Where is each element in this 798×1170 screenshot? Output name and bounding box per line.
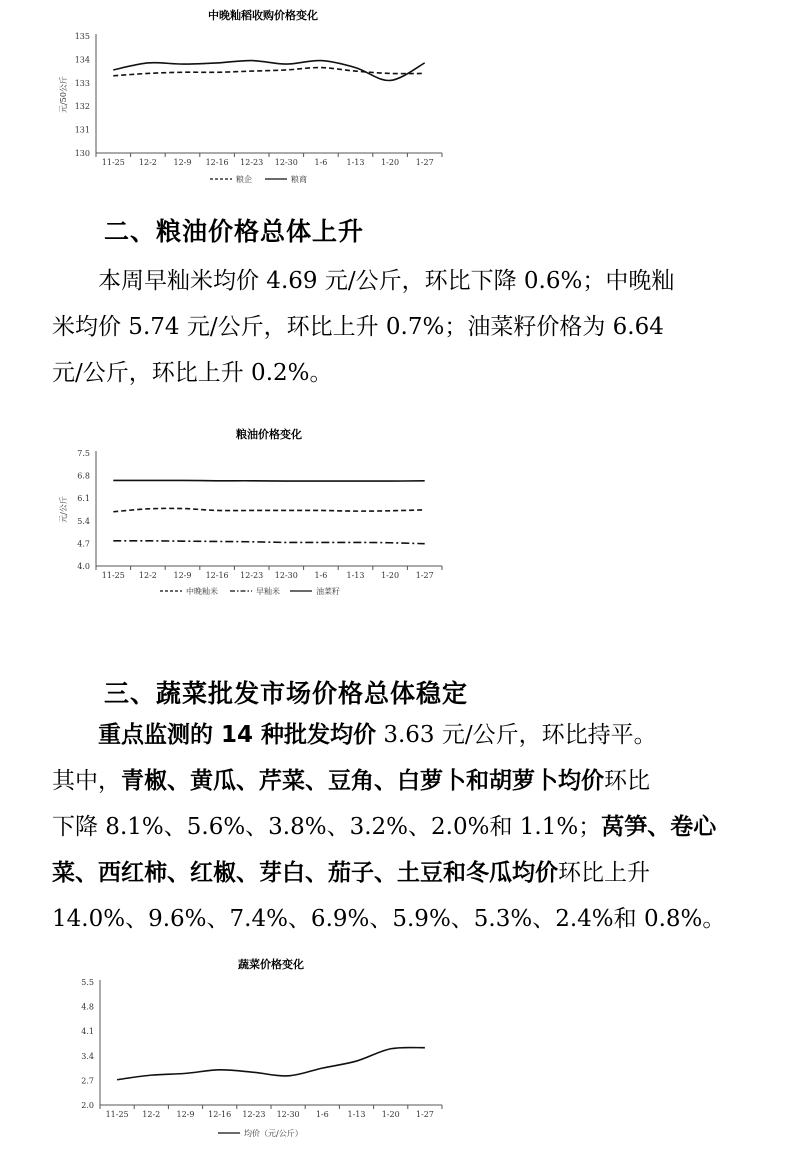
section-heading-grain-oil: 二、粮油价格总体上升 [104, 217, 365, 246]
chart-title: 粮油价格变化 [236, 428, 302, 441]
grain-oil-price-chart [0, 420, 470, 605]
text: 本周早籼米均价 4.69 元/公斤，环比下降 0.6%；中晚籼 [52, 268, 675, 294]
chart-title: 蔬菜价格变化 [238, 958, 304, 971]
y-axis-label: 元/公斤 [59, 496, 68, 523]
y-tick-label: 7.5 [77, 449, 90, 458]
y-tick-label: 3.4 [81, 1051, 94, 1061]
y-tick-label: 131 [74, 125, 90, 135]
series-line [117, 1047, 425, 1079]
paragraph-line [52, 758, 752, 804]
paragraph-line [52, 712, 752, 758]
x-tick-label: 12-23 [240, 571, 264, 580]
paragraph-line [52, 304, 752, 350]
x-tick-label: 12-2 [138, 158, 157, 167]
x-tick-label: 12-9 [176, 1110, 195, 1119]
section-heading-vegetable: 三、蔬菜批发市场价格总体稳定 [104, 679, 469, 708]
x-tick-label: 1-27 [415, 1110, 434, 1119]
series-line [113, 541, 424, 544]
x-tick-label: 1-27 [415, 571, 434, 580]
x-tick-label: 1-27 [415, 158, 434, 167]
x-tick-label: 1-6 [314, 158, 328, 167]
x-tick-label: 11-25 [101, 571, 125, 580]
paragraph-line [52, 850, 752, 896]
y-tick-label: 135 [74, 32, 90, 41]
legend-label: 油菜籽 [316, 587, 340, 596]
x-tick-label: 1-6 [315, 1110, 329, 1119]
y-tick-label: 134 [74, 55, 90, 65]
paragraph-line [52, 258, 752, 304]
x-tick-label: 11-25 [101, 158, 125, 167]
vegetable-price-chart [0, 950, 470, 1150]
x-tick-label: 12-23 [240, 158, 264, 167]
bold-text: 莴笋、卷心 [601, 814, 717, 840]
x-tick-label: 12-2 [138, 571, 157, 580]
y-tick-label: 5.5 [81, 978, 94, 987]
x-tick-label: 12-2 [142, 1110, 161, 1119]
legend-label: 粮企 [236, 175, 252, 184]
series-line [113, 508, 424, 511]
y-tick-label: 2.0 [81, 1101, 94, 1110]
legend-label: 粮商 [291, 175, 307, 184]
y-tick-label: 4.8 [81, 1002, 94, 1012]
series-line [113, 480, 424, 481]
paragraph-line [52, 350, 752, 396]
series-line [113, 68, 424, 76]
legend-label: 均价（元/公斤） [244, 1129, 303, 1138]
text: 其中， [52, 768, 121, 794]
paragraph-line [52, 896, 752, 942]
text: 米均价 5.74 元/公斤，环比上升 0.7%；油菜籽价格为 6.64 [52, 314, 664, 340]
x-tick-label: 1-20 [381, 1110, 400, 1119]
y-tick-label: 6.1 [77, 494, 90, 504]
grain-oil-price-chart-svg [0, 420, 470, 605]
y-tick-label: 4.7 [77, 539, 90, 549]
x-tick-label: 12-30 [276, 1110, 300, 1119]
bold-text: 青椒、黄瓜、芹菜、豆角、白萝卜和胡萝卜均价 [121, 768, 604, 794]
rice-purchase-price-chart-svg [0, 0, 470, 190]
text: 3.63 元/公斤，环比持平。 [376, 722, 657, 748]
x-tick-label: 1-6 [314, 571, 328, 580]
rice-purchase-price-chart [0, 0, 470, 190]
paragraph-grain-oil [52, 258, 752, 396]
text: 环比上升 [558, 860, 650, 886]
x-tick-label: 12-9 [173, 158, 192, 167]
text: 元/公斤，环比上升 0.2%。 [52, 360, 333, 386]
x-tick-label: 1-20 [381, 571, 400, 580]
paragraph-line [52, 804, 752, 850]
x-tick-label: 12-16 [205, 571, 229, 580]
y-tick-label: 2.7 [81, 1076, 94, 1086]
y-tick-label: 130 [74, 149, 90, 158]
y-tick-label: 133 [74, 78, 90, 88]
x-tick-label: 12-9 [173, 571, 192, 580]
x-tick-label: 12-30 [274, 571, 298, 580]
legend-label: 中晚籼米 [186, 587, 218, 596]
chart-title: 中晚籼稻收购价格变化 [208, 9, 318, 22]
x-tick-label: 11-25 [105, 1110, 129, 1119]
x-tick-label: 12-16 [208, 1110, 232, 1119]
y-tick-label: 132 [74, 102, 90, 112]
paragraph-vegetable [52, 712, 752, 942]
x-tick-label: 1-13 [347, 1110, 366, 1119]
text: 下降 8.1%、5.6%、3.8%、3.2%、2.0%和 1.1%； [52, 814, 602, 840]
bold-text: 重点监测的 14 种批发均价 [98, 722, 377, 748]
y-tick-label: 4.1 [81, 1027, 94, 1037]
text: 14.0%、9.6%、7.4%、6.9%、5.9%、5.3%、2.4%和 0.8%。 [52, 906, 726, 932]
x-tick-label: 12-23 [242, 1110, 266, 1119]
x-tick-label: 12-16 [205, 158, 229, 167]
x-tick-label: 12-30 [274, 158, 298, 167]
text [52, 722, 98, 748]
y-tick-label: 6.8 [77, 471, 90, 481]
bold-text: 菜、西红柿、红椒、芽白、茄子、土豆和冬瓜均价 [52, 860, 558, 886]
text: 环比 [604, 768, 650, 794]
x-tick-label: 1-13 [346, 571, 365, 580]
x-tick-label: 1-13 [346, 158, 365, 167]
y-axis-label: 元/50公斤 [59, 76, 68, 113]
vegetable-price-chart-svg [0, 950, 470, 1150]
legend-label: 早籼米 [256, 587, 280, 596]
x-tick-label: 1-20 [381, 158, 400, 167]
y-tick-label: 5.4 [77, 516, 90, 526]
y-tick-label: 4.0 [77, 562, 90, 571]
